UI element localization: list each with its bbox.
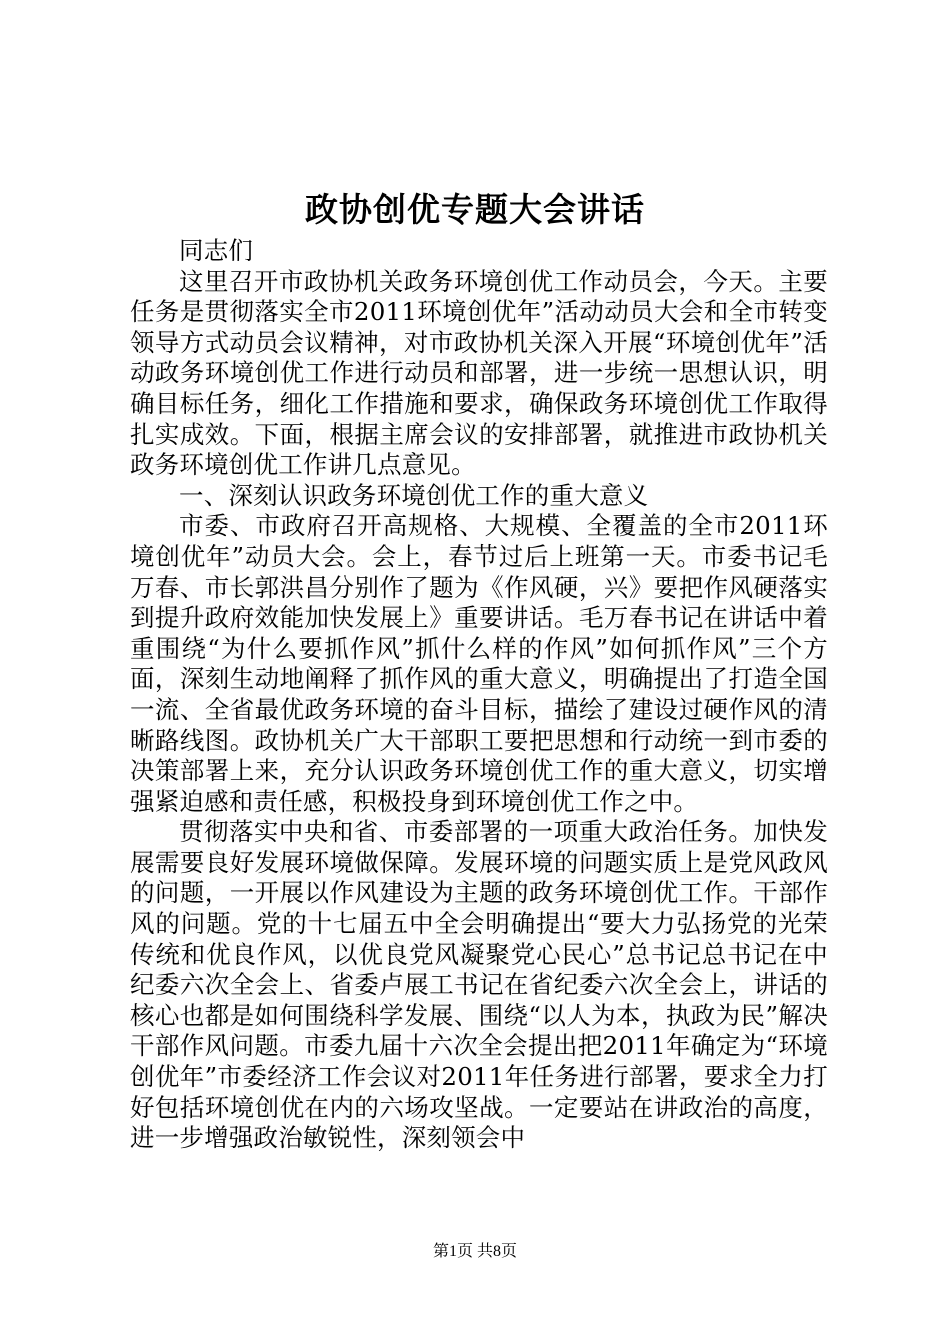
intro-paragraph: 这里召开市政协机关政务环境创优工作动员会，今天。主要任务是贯彻落实全市2011环境创优年”活动动员大会和全市转变领导方式动员会议精神，对市政协机关深入开展“环境创优年”活动政务环境创优工作进行动员和部署，进一步统一思想认识，明确目标任务，细化工作措施和要求，确保政务环境创优工作取得扎实成效。下面，根据主席会议的安排部署，就推进市政协机关政务环境创优工作讲几点意见。	[130, 266, 828, 480]
page-footer: 第1页 共8页	[432, 1243, 517, 1260]
document-body	[130, 236, 828, 1154]
salutation-paragraph: 同志们	[179, 236, 254, 265]
body-paragraph: 市委、市政府召开高规格、大规模、全覆盖的全市2011环境创优年”动员大会。会上，春节过后上班第一天。市委书记毛万春、市长郭洪昌分别作了题为《作风硬，兴》要把作风硬落实到提升政府效能加快发展上》重要讲话。毛万春书记在讲话中着重围绕“为什么要抓作风”抓什么样的作风”如何抓作风”三个方面，深刻生动地阐释了抓作风的重大意义，明确提出了打造全国一流、全省最优政务环境的奋斗目标，描绘了建设过硬作风的清晰路线图。政协机关广大干部职工要把思想和行动统一到市委的决策部署上来，充分认识政务环境创优工作的重大意义，切实增强紧迫感和责任感，积极投身到环境创优工作之中。	[130, 511, 828, 816]
section-heading: 一、深刻认识政务环境创优工作的重大意义	[179, 480, 649, 510]
document-title: 政协创优专题大会讲话	[305, 190, 645, 229]
body-paragraph: 贯彻落实中央和省、市委部署的一项重大政治任务。加快发展需要良好发展环境做保障。发展环境的问题实质上是党风政风的问题，一开展以作风建设为主题的政务环境创优工作。干部作风的问题。党的十七届五中全会明确提出“要大力弘扬党的光荣传统和优良作风，以优良党风凝聚党心民心”总书记总书记在中纪委六次全会上、省委卢展工书记在省纪委六次全会上，讲话的核心也都是如何围绕科学发展、围绕“以人为本，执政为民”解决干部作风问题。市委九届十六次全会提出把2011年确定为“环境创优年”市委经济工作会议对2011年任务进行部署，要求全力打好包括环境创优在内的六场攻坚战。一定要站在讲政治的高度，进一步增强政治敏锐性，深刻领会中	[130, 817, 828, 1153]
